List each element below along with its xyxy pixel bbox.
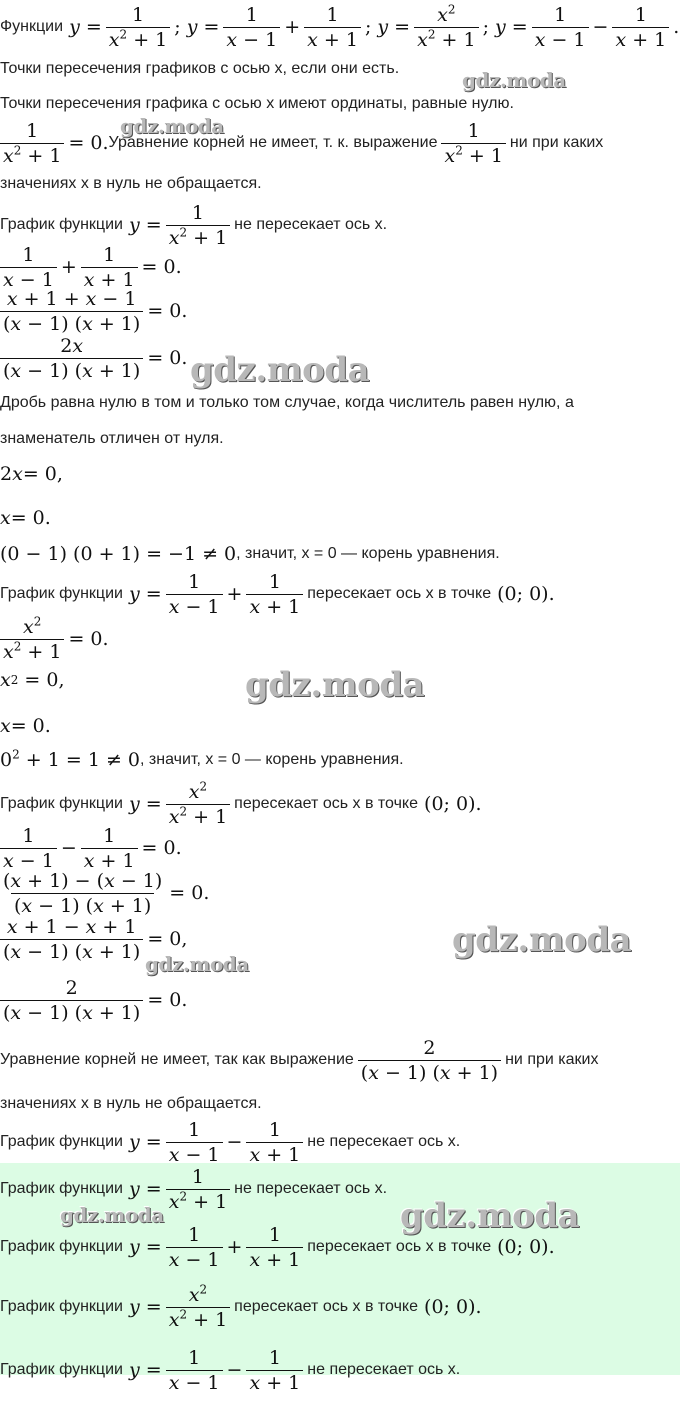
equation-2b: $\frac{x + 1 + x - 1}{(x - 1) (x + 1)}$ = 0. [0,287,187,335]
equation-4a: $\frac{1}{x - 1}$ − $\frac{1}{x + 1}$ = 0. [0,824,182,872]
watermark-8: gdz.moda [400,1196,580,1236]
equation-3a: $\frac{x^2}{x^2 + 1}$ = 0. [0,614,109,664]
graph-1-conclusion: График функции y = $\frac{1}{x^2 + 1}$ не пересекает ось x. [0,201,388,249]
summary-1: График функции y = $\frac{1}{x^2 + 1}$ не пересекает ось x. [0,1165,388,1213]
equation-2c: $\frac{2x}{(x - 1) (x + 1)}$ = 0. [0,334,187,382]
watermark-6: gdz.moda [452,920,632,960]
graph-2-conclusion: График функции y = $\frac{1}{x - 1}$ + $\frac{1}{x + 1}$ пересекает ось x в точке (0; 0). [0,570,555,618]
eq-x0b: x = 0. [0,715,51,737]
equation-2a: $\frac{1}{x - 1}$ + $\frac{1}{x + 1}$ = 0. [0,243,182,291]
equation-1: $\frac{1}{x^2 + 1}$ = 0. Уравнение корней не имеет, т. к. выражение $\frac{1}{x^2 + 1}$ ни при каких [0,118,603,168]
watermark-4: gdz.moda [245,665,425,705]
summary-4: График функции y = $\frac{1}{x - 1}$ − $\frac{1}{x + 1}$ не пересекает ось x. [0,1346,461,1394]
watermark-1: gdz.moda [462,68,566,92]
equation-4c: $\frac{x + 1 - x + 1}{(x - 1) (x + 1)}$ = 0, [0,915,187,963]
intro-text: Функции [0,18,64,35]
no-roots-2: Уравнение корней не имеет, так как выражение $\frac{2}{(x - 1) (x + 1)}$ ни при каких [0,1036,599,1084]
no-roots-2-cont: значениях x в нуль не обращается. [0,1095,262,1112]
watermark-7: gdz.moda [60,1203,164,1227]
check-1: (0 − 1) (0 + 1) = −1 ≠ 0 , значит, x = 0 — корень уравнения. [0,543,500,565]
check-2: $0^2 + 1 = 1 \ne 0$ , значит, x = 0 — корень уравнения. [0,747,404,771]
task-line: Точки пересечения графиков с осью x, если они есть. [0,60,400,77]
fraction-rule-1: Дробь равна нулю в том и только том случае, когда числитель равен нулю, а [0,394,574,411]
graph-4-conclusion: График функции y = $\frac{1}{x - 1}$ − $\frac{1}{x + 1}$ не пересекает ось x. [0,1118,461,1166]
fraction-rule-2: знаменатель отличен от нуля. [0,430,224,447]
watermark-2: gdz.moda [120,114,224,138]
graph-3-conclusion: График функции y = $\frac{x^2}{x^2 + 1}$ пересекает ось x в точке (0; 0). [0,779,482,828]
eq-x2: x 2 = 0, [0,669,65,691]
summary-2: График функции y = $\frac{1}{x - 1}$ + $\frac{1}{x + 1}$ пересекает ось x в точке (0; 0). [0,1223,555,1271]
no-roots-text: Уравнение корней не имеет, т. к. выражение [108,134,438,151]
no-roots-cont: значениях x в нуль не обращается. [0,175,262,192]
watermark-3: gdz.moda [190,350,370,390]
eq-2x: 2 x = 0, [0,463,63,485]
equation-4d: $\frac{2}{(x - 1) (x + 1)}$ = 0. [0,975,187,1025]
watermark-5: gdz.moda [145,952,249,976]
summary-3: График функции y = $\frac{x^2}{x^2 + 1}$ пересекает ось x в точке (0; 0). [0,1282,482,1331]
zero-ordinate-line: Точки пересечения графика с осью x имеют ординаты, равные нулю. [0,95,514,112]
functions-line: Функции y = $\frac{1}{x^2 + 1}$ ; y = $\frac{1}{x - 1}$ + $\frac{1}{x + 1}$ ; y = $\frac{x^2}{x^2 + 1}$ ; y = $\frac{1}{x - 1}$ − $\frac{1}{x + 1}$ . [0,2,680,51]
equation-4b: $\frac{(x + 1) - (x - 1)}{(x - 1) (x + 1)}$ = 0. [3,869,210,917]
eq-x0: x = 0. [0,507,51,529]
